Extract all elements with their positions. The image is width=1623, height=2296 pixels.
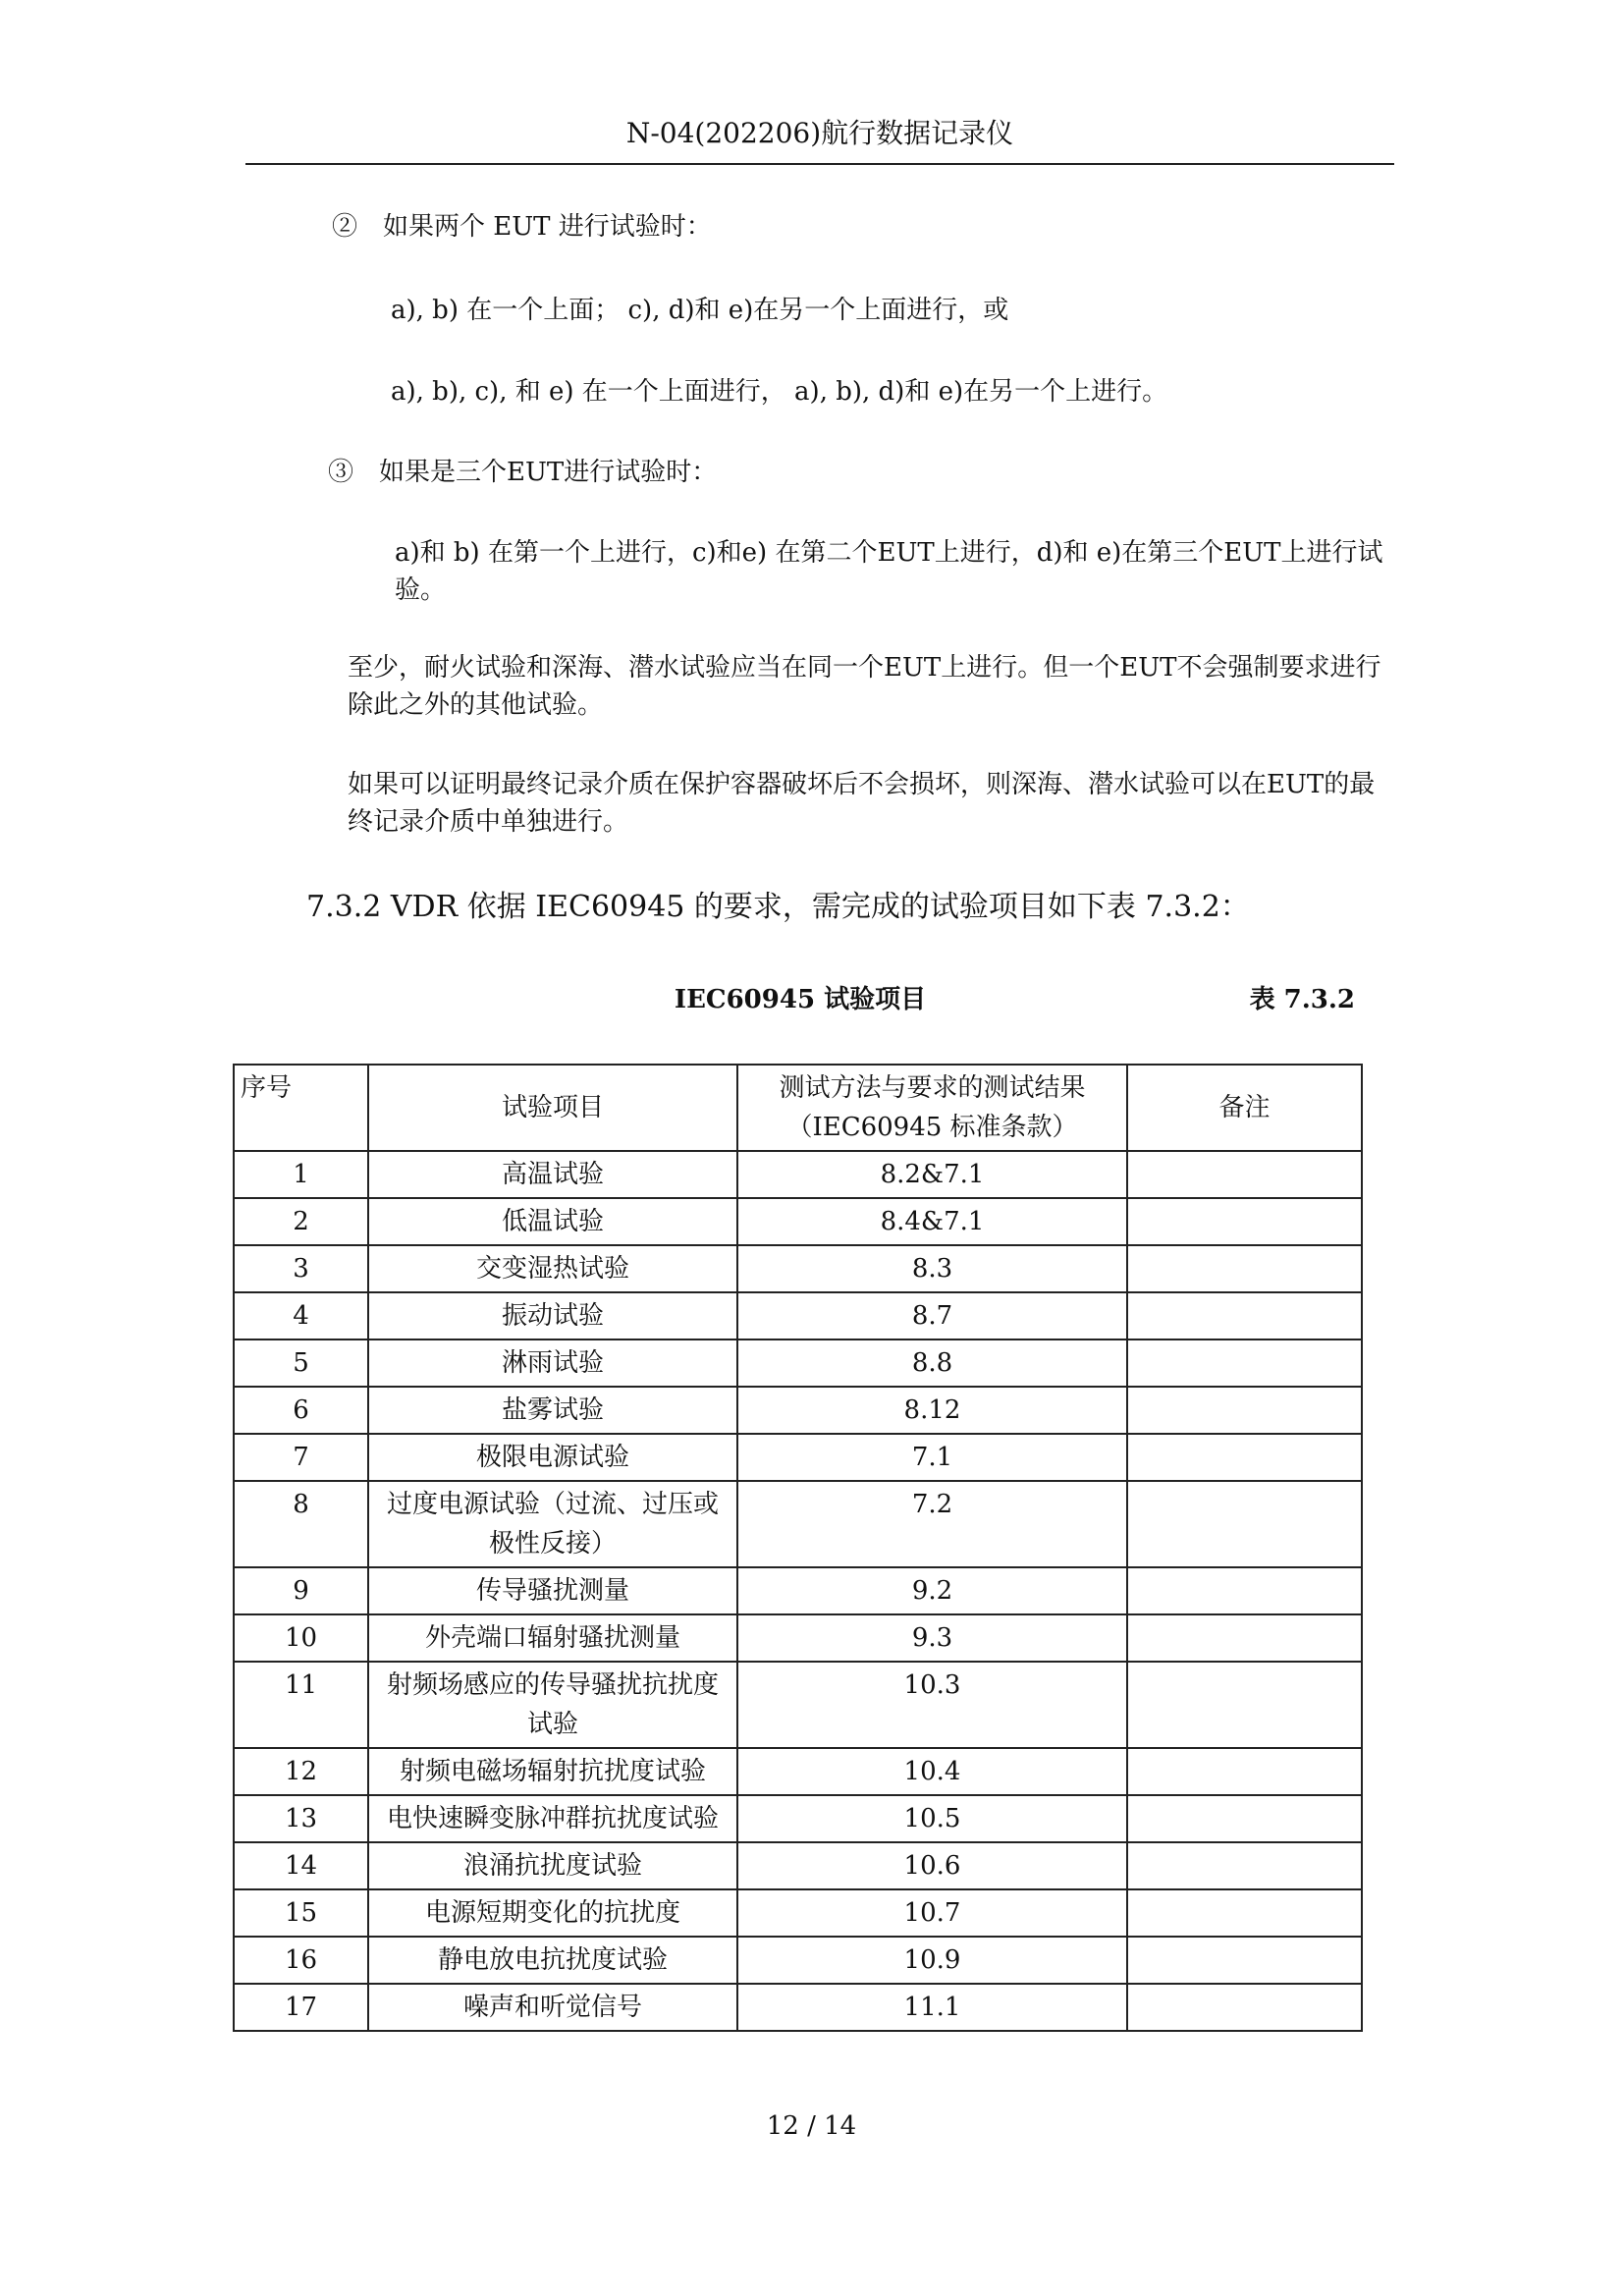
table-row — [234, 1984, 1362, 2031]
section-heading-7-3-2: 7.3.2 VDR 依据 IEC60945 的要求，需完成的试验项目如下表 7.3.2： — [306, 890, 1250, 924]
row-clause: 10.7 — [737, 1889, 1127, 1937]
table-row — [234, 1662, 1362, 1748]
table-row — [234, 1889, 1362, 1937]
row-no: 6 — [234, 1387, 368, 1434]
table-row — [234, 1387, 1362, 1434]
row-no: 1 — [234, 1151, 368, 1198]
item-two-eut-intro: ② 如果两个 EUT 进行试验时： — [332, 212, 712, 242]
row-remark — [1127, 1245, 1362, 1292]
row-clause: 8.7 — [737, 1292, 1127, 1339]
row-no: 11 — [234, 1662, 368, 1748]
row-remark — [1127, 1151, 1362, 1198]
row-no: 4 — [234, 1292, 368, 1339]
row-remark — [1127, 1984, 1362, 2031]
row-item: 传导骚扰测量 — [368, 1567, 737, 1614]
row-remark — [1127, 1567, 1362, 1614]
row-item: 高温试验 — [368, 1151, 737, 1198]
table-number: 表 7.3.2 — [1249, 985, 1355, 1014]
table-row — [234, 1245, 1362, 1292]
row-clause: 10.5 — [737, 1795, 1127, 1842]
row-item: 低温试验 — [368, 1198, 737, 1245]
row-clause: 9.2 — [737, 1567, 1127, 1614]
row-no: 2 — [234, 1198, 368, 1245]
table-row — [234, 1339, 1362, 1387]
row-item: 振动试验 — [368, 1292, 737, 1339]
table-title: IEC60945 试验项目 — [674, 985, 927, 1014]
table-row — [234, 1198, 1362, 1245]
item-two-eut-option-a: a), b) 在一个上面； c), d)和 e)在另一个上面进行，或 — [391, 296, 1009, 325]
row-remark — [1127, 1614, 1362, 1662]
row-item: 淋雨试验 — [368, 1339, 737, 1387]
row-item: 浪涌抗扰度试验 — [368, 1842, 737, 1889]
row-remark — [1127, 1937, 1362, 1984]
paragraph-same-eut: 至少，耐火试验和深海、潜水试验应当在同一个EUT上进行。但一个EUT不会强制要求进行除此之外的其他试验。 — [348, 653, 1381, 720]
item-two-eut-option-b: a), b), c), 和 e) 在一个上面进行， a), b), d)和 e)在另一个上进行。 — [391, 377, 1168, 407]
row-item: 盐雾试验 — [368, 1387, 737, 1434]
row-no: 12 — [234, 1748, 368, 1795]
row-no: 8 — [234, 1481, 368, 1567]
item-three-eut-intro: ③ 如果是三个EUT进行试验时： — [328, 458, 718, 487]
row-item: 噪声和听觉信号 — [368, 1984, 737, 2031]
row-remark — [1127, 1339, 1362, 1387]
test-items-table — [233, 1064, 1363, 2032]
row-remark — [1127, 1889, 1362, 1937]
row-clause: 8.3 — [737, 1245, 1127, 1292]
row-clause: 8.2&7.1 — [737, 1151, 1127, 1198]
row-no: 15 — [234, 1889, 368, 1937]
page-number: 12 / 14 — [766, 2111, 857, 2141]
row-no: 10 — [234, 1614, 368, 1662]
row-no: 7 — [234, 1434, 368, 1481]
row-clause: 9.3 — [737, 1614, 1127, 1662]
table-row — [234, 1292, 1362, 1339]
table-caption-row — [245, 979, 1355, 1016]
row-clause: 10.3 — [737, 1662, 1127, 1748]
row-no: 9 — [234, 1567, 368, 1614]
table-row — [234, 1614, 1362, 1662]
row-remark — [1127, 1292, 1362, 1339]
row-remark — [1127, 1662, 1362, 1748]
row-remark — [1127, 1842, 1362, 1889]
row-item: 极限电源试验 — [368, 1434, 737, 1481]
row-clause: 7.2 — [737, 1481, 1127, 1567]
row-no: 17 — [234, 1984, 368, 2031]
paragraph-recording-medium: 如果可以证明最终记录介质在保护容器破坏后不会损坏，则深海、潜水试验可以在EUT的最终记录介质中单独进行。 — [348, 770, 1376, 837]
header-remark: 备注 — [1127, 1065, 1362, 1151]
row-no: 16 — [234, 1937, 368, 1984]
row-remark — [1127, 1795, 1362, 1842]
table-row — [234, 1795, 1362, 1842]
row-item: 射频场感应的传导骚扰抗扰度试验 — [368, 1662, 737, 1748]
header-no: 序号 — [234, 1065, 368, 1151]
row-item: 过度电源试验（过流、过压或极性反接） — [368, 1481, 737, 1567]
header-item: 试验项目 — [368, 1065, 737, 1151]
row-item: 电快速瞬变脉冲群抗扰度试验 — [368, 1795, 737, 1842]
table-header-row — [234, 1065, 1362, 1151]
table-row — [234, 1151, 1362, 1198]
row-clause: 8.8 — [737, 1339, 1127, 1387]
header-divider — [245, 163, 1394, 165]
row-clause: 11.1 — [737, 1984, 1127, 2031]
page-header-title: N-04(202206)航行数据记录仪 — [625, 117, 1014, 149]
row-clause: 8.4&7.1 — [737, 1198, 1127, 1245]
row-no: 3 — [234, 1245, 368, 1292]
row-no: 14 — [234, 1842, 368, 1889]
row-clause: 10.4 — [737, 1748, 1127, 1795]
row-remark — [1127, 1387, 1362, 1434]
row-no: 13 — [234, 1795, 368, 1842]
row-clause: 10.6 — [737, 1842, 1127, 1889]
table-row — [234, 1748, 1362, 1795]
header-method: 测试方法与要求的测试结果（IEC60945 标准条款） — [737, 1065, 1127, 1151]
table-row — [234, 1937, 1362, 1984]
row-item: 静电放电抗扰度试验 — [368, 1937, 737, 1984]
row-item: 交变湿热试验 — [368, 1245, 737, 1292]
row-item: 电源短期变化的抗扰度 — [368, 1889, 737, 1937]
table-row — [234, 1842, 1362, 1889]
row-clause: 7.1 — [737, 1434, 1127, 1481]
row-clause: 10.9 — [737, 1937, 1127, 1984]
item-three-eut-detail: a)和 b) 在第一个上进行，c)和e) 在第二个EUT上进行，d)和 e)在第三个EUT上进行试验。 — [395, 538, 1383, 605]
row-remark — [1127, 1481, 1362, 1567]
row-item: 外壳端口辐射骚扰测量 — [368, 1614, 737, 1662]
row-remark — [1127, 1748, 1362, 1795]
row-remark — [1127, 1434, 1362, 1481]
row-no: 5 — [234, 1339, 368, 1387]
row-remark — [1127, 1198, 1362, 1245]
row-clause: 8.12 — [737, 1387, 1127, 1434]
row-item: 射频电磁场辐射抗扰度试验 — [368, 1748, 737, 1795]
table-row — [234, 1481, 1362, 1567]
table-row — [234, 1434, 1362, 1481]
table-row — [234, 1567, 1362, 1614]
